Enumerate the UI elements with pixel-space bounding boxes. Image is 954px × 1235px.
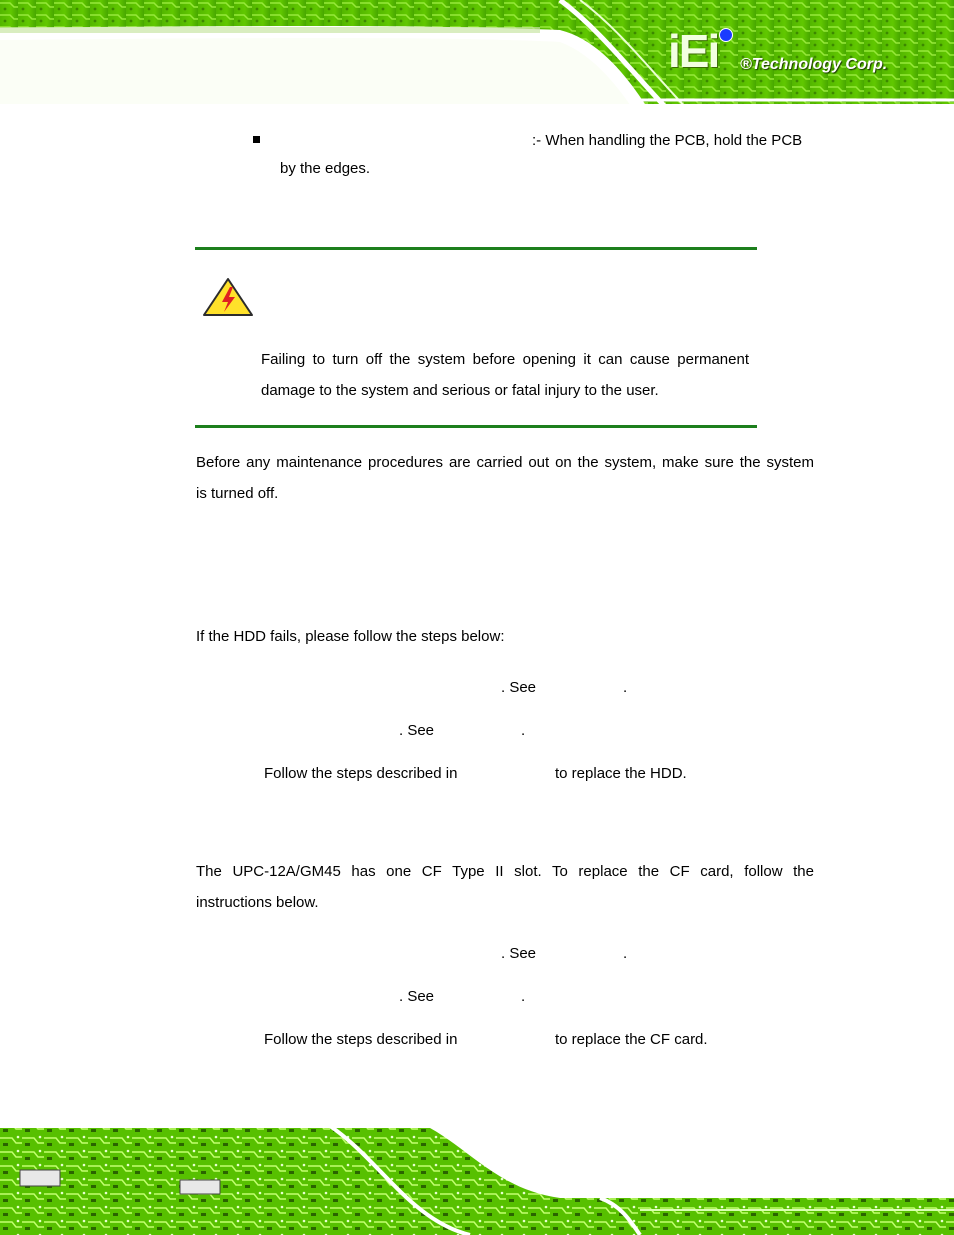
cf-step1-end: . — [623, 945, 628, 962]
cf-step1-see: . See — [501, 945, 537, 962]
page-footer — [0, 1120, 954, 1235]
company-logo — [664, 24, 934, 84]
maintenance-paragraph-line2: is turned off. — [196, 485, 279, 502]
page-header — [0, 0, 954, 112]
warning-bottom-rule — [195, 425, 757, 428]
bullet-text-line1: :- When handling the PCB, hold the PCB — [532, 132, 803, 149]
hdd-step3-text: Follow the steps described in — [264, 765, 458, 782]
hdd-step2-end: . — [521, 722, 526, 739]
warning-electric-shock-icon — [202, 277, 254, 317]
logo-dot-icon — [719, 28, 733, 42]
cf-paragraph-line2: instructions below. — [196, 894, 319, 911]
cf-step2-end: . — [521, 988, 526, 1005]
warning-top-rule — [195, 247, 757, 250]
cf-paragraph-line1: The UPC-12A/GM45 has one CF Type II slot. To replace the CF card, follow the — [196, 863, 814, 880]
pcb-footer-graphic — [0, 1120, 954, 1235]
hdd-step2-see: . See — [399, 722, 435, 739]
maintenance-paragraph-line1: Before any maintenance procedures are carried out on the system, make sure the system — [196, 454, 814, 471]
hdd-intro: If the HDD fails, please follow the steps below: — [196, 628, 505, 645]
hdd-step1-see: . See — [501, 679, 537, 696]
hdd-step1-end: . — [623, 679, 628, 696]
cf-step2-see: . See — [399, 988, 435, 1005]
hdd-step3-tail: to replace the HDD. — [555, 765, 687, 782]
logo-text: ®Technology Corp. — [740, 56, 888, 73]
warning-text-line2: damage to the system and serious or fatal injury to the user. — [261, 382, 659, 399]
cf-step3-tail: to replace the CF card. — [555, 1031, 708, 1048]
cf-step3-text: Follow the steps described in — [264, 1031, 458, 1048]
warning-text-line1: Failing to turn off the system before opening it can cause permanent — [261, 351, 749, 368]
bullet-text-line2: by the edges. — [280, 160, 371, 177]
bullet-square-icon — [253, 136, 260, 143]
logo-mark: iEi — [668, 25, 719, 77]
